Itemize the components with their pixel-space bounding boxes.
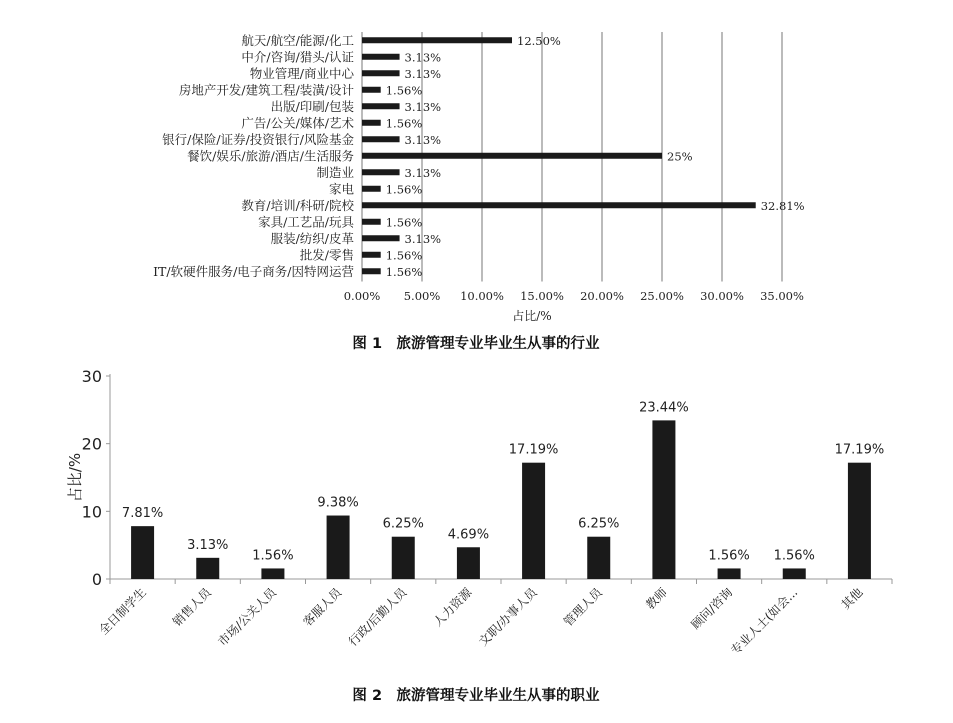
x-tick-label: 25.00% (640, 289, 684, 303)
data-label: 25% (667, 149, 693, 164)
data-label: 17.19% (834, 442, 885, 458)
industry-chart-svg (0, 0, 953, 360)
bar (362, 202, 756, 208)
category-label: 房地产开发/建筑工程/装潢/设计 (178, 82, 354, 98)
category-label: 其他 (838, 585, 866, 613)
bar (327, 516, 350, 579)
bar (457, 547, 480, 579)
data-label: 3.13% (404, 132, 442, 147)
x-tick-label: 35.00% (760, 289, 804, 303)
bar (362, 268, 381, 274)
category-label: 客服人员 (300, 585, 345, 630)
category-label: 顾问/咨询 (688, 585, 736, 632)
data-label: 3.13% (404, 165, 442, 180)
bar (261, 568, 284, 579)
figure-caption: 图 1 旅游管理专业毕业生从事的行业 (352, 336, 600, 352)
category-label: 行政/后勤人员 (345, 585, 410, 649)
occupation-chart (0, 360, 953, 723)
category-label: 制造业 (316, 164, 354, 180)
x-tick-label: 10.00% (460, 289, 504, 303)
bar (362, 153, 662, 159)
data-label: 4.69% (447, 527, 490, 543)
category-label: 教师 (643, 585, 671, 613)
bar (362, 219, 381, 225)
data-label: 7.81% (121, 506, 164, 522)
bar (362, 70, 400, 76)
bar (362, 252, 381, 258)
bar (783, 568, 806, 579)
bar (362, 235, 400, 241)
category-label: 物业管理/商业中心 (249, 65, 354, 81)
category-label: 中介/咨询/猎头/认证 (241, 49, 354, 65)
data-label: 3.13% (404, 231, 442, 246)
category-label: 销售人员 (170, 585, 214, 630)
bar (652, 420, 675, 579)
industry-chart (0, 0, 953, 360)
x-tick-label: 15.00% (520, 289, 564, 303)
data-label: 1.56% (385, 264, 423, 279)
bar (362, 136, 400, 142)
y-tick-label: 20 (81, 434, 102, 454)
data-label: 32.81% (760, 198, 805, 213)
category-label: 家具/工艺品/玩具 (258, 214, 354, 230)
category-label: 广告/公关/媒体/艺术 (241, 115, 354, 131)
category-label: 批发/零售 (299, 247, 354, 263)
data-label: 3.13% (404, 99, 442, 114)
bar (131, 526, 154, 579)
data-label: 1.56% (252, 548, 294, 564)
bar (362, 54, 400, 60)
x-tick-label: 0.00% (343, 289, 381, 303)
category-label: 航天/航空/能源/化工 (241, 32, 354, 48)
x-tick-label: 30.00% (700, 289, 744, 303)
data-label: 12.50% (517, 33, 561, 48)
bar (587, 537, 610, 579)
category-label: 银行/保险/证券/投资银行/风险基金 (162, 131, 354, 147)
x-axis-title: 占比/% (512, 309, 552, 323)
x-tick-label: 5.00% (403, 289, 441, 303)
data-label: 1.56% (385, 182, 423, 197)
y-tick-label: 10 (81, 502, 102, 522)
category-label: 人力资源 (430, 585, 475, 630)
bar (392, 537, 415, 579)
occupation-chart-svg (0, 360, 953, 723)
y-tick-label: 30 (81, 367, 102, 386)
category-label: 服装/纺织/皮革 (270, 230, 354, 246)
category-label: 家电 (328, 181, 354, 197)
data-label: 1.56% (385, 248, 423, 263)
bar (196, 558, 219, 579)
category-label: 全日制学生 (96, 585, 149, 638)
bar (362, 87, 381, 93)
bar (522, 463, 545, 579)
data-label: 6.25% (382, 516, 424, 532)
data-label: 1.56% (385, 215, 423, 230)
data-label: 1.56% (708, 548, 750, 564)
data-label: 6.25% (578, 516, 620, 532)
category-label: 市场/公关人员 (215, 585, 280, 649)
bar (362, 186, 381, 192)
data-label: 9.38% (317, 495, 359, 511)
figure-caption: 图 2 旅游管理专业毕业生从事的职业 (352, 688, 600, 704)
bar (718, 568, 741, 579)
bar (362, 169, 400, 175)
y-tick-label: 0 (91, 570, 102, 589)
data-label: 3.13% (187, 537, 229, 553)
category-label: 出版/印刷/包装 (270, 98, 354, 114)
data-label: 3.13% (404, 66, 442, 81)
x-tick-label: 20.00% (580, 289, 624, 303)
data-label: 1.56% (385, 83, 423, 98)
data-label: 1.56% (385, 116, 423, 131)
data-label: 17.19% (508, 442, 559, 458)
bar (848, 463, 871, 579)
category-label: 管理人员 (561, 585, 605, 630)
category-label: 文职/办事人员 (476, 585, 540, 649)
data-label: 3.13% (404, 50, 442, 65)
category-label: 教育/培训/科研/院校 (241, 197, 354, 213)
category-label: 餐饮/娱乐/旅游/酒店/生活服务 (187, 148, 354, 164)
bar (362, 37, 512, 43)
data-label: 1.56% (773, 548, 815, 564)
data-label: 23.44% (639, 400, 689, 416)
bar (362, 120, 381, 126)
y-axis-title: 占比/% (66, 452, 84, 503)
category-label: 专业人士(如会... (728, 585, 801, 658)
category-label: IT/软硬件服务/电子商务/因特网运营 (153, 263, 354, 279)
bar (362, 103, 400, 109)
